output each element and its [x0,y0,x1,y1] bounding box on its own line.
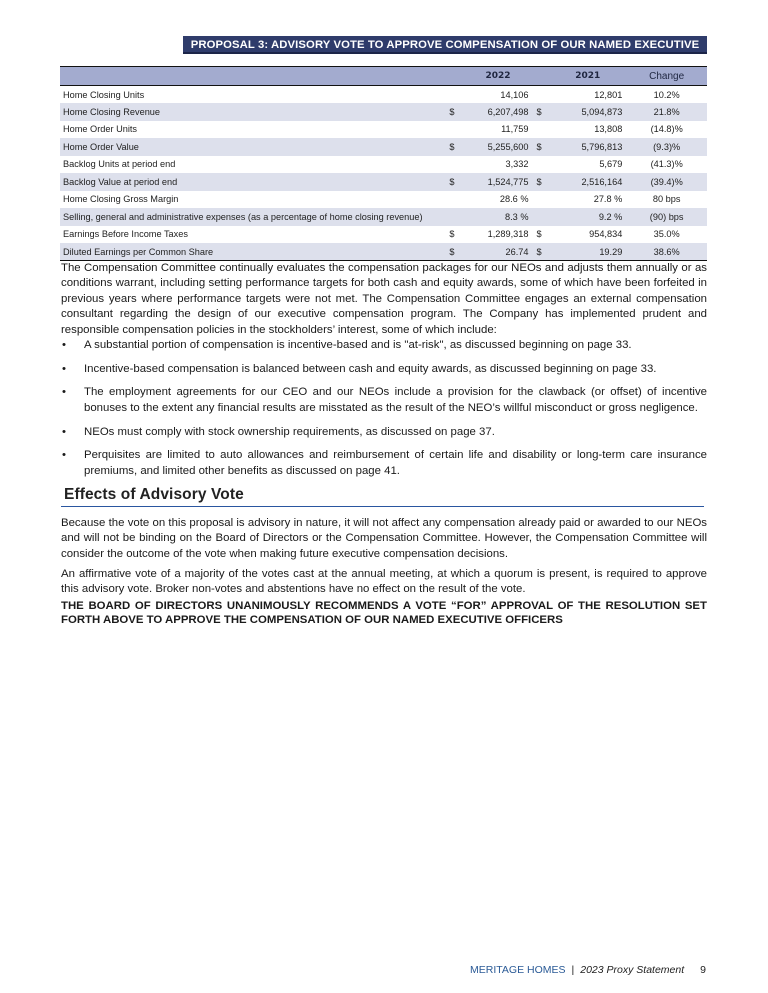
column-header-2022: 2022 [485,71,511,81]
value-2021: 954,834 [589,229,623,240]
metric-label: Home Order Units [63,124,138,135]
column-header-metric [60,67,445,86]
value-2022: 8.3 % [505,211,529,222]
list-item [61,448,707,479]
list-item [61,362,707,377]
metric-label: Diluted Earnings per Common Share [63,246,214,257]
currency-2022: $ [449,246,455,257]
table-row [60,138,707,156]
column-header-2021: 2021 [575,71,601,81]
table-row [60,243,707,261]
value-2021: 5,094,873 [581,106,623,117]
currency-2021: $ [536,246,542,257]
page-footer [470,964,706,976]
value-2022: 28.6 % [499,194,529,205]
table-row [60,103,707,121]
currency-2021: $ [536,141,542,152]
currency-2022: $ [449,229,455,240]
value-2021: 5,796,813 [581,141,623,152]
value-2021: 2,516,164 [581,176,623,187]
value-2021: 19.29 [599,246,623,257]
list-item [61,385,707,416]
table-row [60,191,707,209]
metric-label: Backlog Value at period end [63,176,178,187]
section-heading [61,486,704,507]
table-row [60,208,707,226]
footer-separator: | [571,964,575,976]
intro-paragraph: The Compensation Committee continually evaluates the compensation packages for our NEOs and adjusts them annually or as conditions warrant, including setting performance targets for both cash and equity awards, some of which have been forfeited in previous years where performance targets were not met. The Compensation Committee engages an external compensation consultant regarding the design of our executive compensation program. The Company has implemented prudent and responsible compensation policies in the stockholders’ interest, some of which include: [61,262,707,336]
value-2022: 26.74 [505,246,529,257]
bullet-text: NEOs must comply with stock ownership requirements, as discussed on page 37. [84,425,495,438]
bullet-text: The employment agreements for our CEO and our NEOs include a provision for the clawback (or offset) of incentive bonuses to the extent any financial results are misstated as the result of the NEO’s willful misconduct or gross negligence. [84,386,707,414]
change-value: (90) bps [649,211,684,222]
table-row [60,226,707,244]
change-value: 21.8% [653,106,680,117]
bullet-icon: • [62,362,66,375]
table-row [60,173,707,191]
value-2022: 1,289,318 [487,229,529,240]
value-2022: 11,759 [501,124,529,135]
advisory-nature-paragraph: Because the vote on this proposal is advisory in nature, it will not affect any compensation already paid or awarded to our NEOs and will not be binding on the Board of Directors or the Compensation Committee. However, the Compensation Committee will consider the outcome of the vote when making future executive compensation decisions. [61,517,707,560]
proposal-banner: PROPOSAL 3: ADVISORY VOTE TO APPROVE COMPENSATION OF OUR NAMED EXECUTIVE OFFICERS [183,36,707,54]
change-value: 80 bps [652,194,681,205]
currency-2021: $ [536,176,542,187]
currency-2022: $ [449,106,455,117]
currency-2022 [445,121,470,139]
currency-2021: $ [536,106,542,117]
currency-2021 [533,208,558,226]
metric-label: Home Closing Gross Margin [63,194,179,205]
change-value: (39.4)% [650,176,683,187]
policy-bullet-list [61,338,707,487]
value-2022: 3,332 [505,159,529,170]
value-2021: 27.8 % [593,194,623,205]
currency-2021: $ [536,229,542,240]
currency-2022 [445,208,470,226]
section-heading-text: Effects of Advisory Vote [64,486,244,503]
list-item [61,338,707,353]
value-2021: 12,801 [594,89,623,100]
metric-label: Selling, general and administrative expenses (as a percentage of home closing revenue) [63,211,423,222]
bullet-icon: • [62,339,66,351]
value-2022: 1,524,775 [487,176,529,187]
change-value: 35.0% [653,229,680,240]
bullet-text: Incentive-based compensation is balanced between cash and equity awards, as discussed beginning on page 33. [84,362,657,375]
value-2022: 6,207,498 [487,106,529,117]
change-value: 38.6% [653,246,680,257]
performance-table [60,66,707,261]
table-row [60,121,707,139]
value-2022: 5,255,600 [487,141,529,152]
list-item [61,425,707,440]
change-value: (41.3)% [650,159,683,170]
table-row [60,156,707,174]
currency-2022 [445,86,470,104]
currency-2021 [533,86,558,104]
change-value: (14.8)% [650,124,683,135]
currency-2022: $ [449,141,455,152]
currency-2022: $ [449,176,455,187]
value-2021: 5,679 [599,159,623,170]
bullet-text: A substantial portion of compensation is incentive-based and is "at-risk", as discussed beginning on page 33. [84,339,632,351]
bullet-icon: • [62,386,66,399]
metric-label: Earnings Before Income Taxes [63,229,188,240]
table-header-row [60,67,707,86]
vote-requirement-paragraph: An affirmative vote of a majority of the votes cast at the annual meeting, at which a quorum is present, is required to approve this advisory vote. Broker non-votes and abstentions have no effect on the result of the vote. [61,568,707,596]
currency-2021 [533,121,558,139]
metric-label: Home Order Value [63,141,139,152]
metric-label: Home Closing Revenue [63,106,161,117]
board-recommendation: THE BOARD OF DIRECTORS UNANIMOUSLY RECOMMENDS A VOTE “FOR” APPROVAL OF THE RESOLUTION SET FORTH ABOVE TO APPROVE THE COMPENSATION OF OUR NAMED EXECUTIVE OFFICERS [61,600,707,626]
table-row [60,86,707,104]
currency-2022 [445,156,470,174]
value-2021: 9.2 % [598,211,623,222]
column-header-change: Change [649,70,685,82]
value-2021: 13,808 [594,124,623,135]
change-value: 10.2% [653,89,680,100]
bullet-icon: • [62,425,66,438]
footer-company: MERITAGE HOMES [470,964,566,976]
page-number: 9 [700,964,706,976]
metric-label: Home Closing Units [63,89,145,100]
value-2022: 14,106 [500,89,529,100]
bullet-icon: • [62,449,66,462]
currency-2021 [533,191,558,209]
currency-2022 [445,191,470,209]
change-value: (9.3)% [653,141,681,152]
currency-2021 [533,156,558,174]
footer-document-title: 2023 Proxy Statement [580,964,685,976]
metric-label: Backlog Units at period end [63,159,176,170]
bullet-text: Perquisites are limited to auto allowances and reimbursement of certain life and disability or long-term care insurance premiums, and limited other benefits as discussed on page 41. [84,449,707,477]
